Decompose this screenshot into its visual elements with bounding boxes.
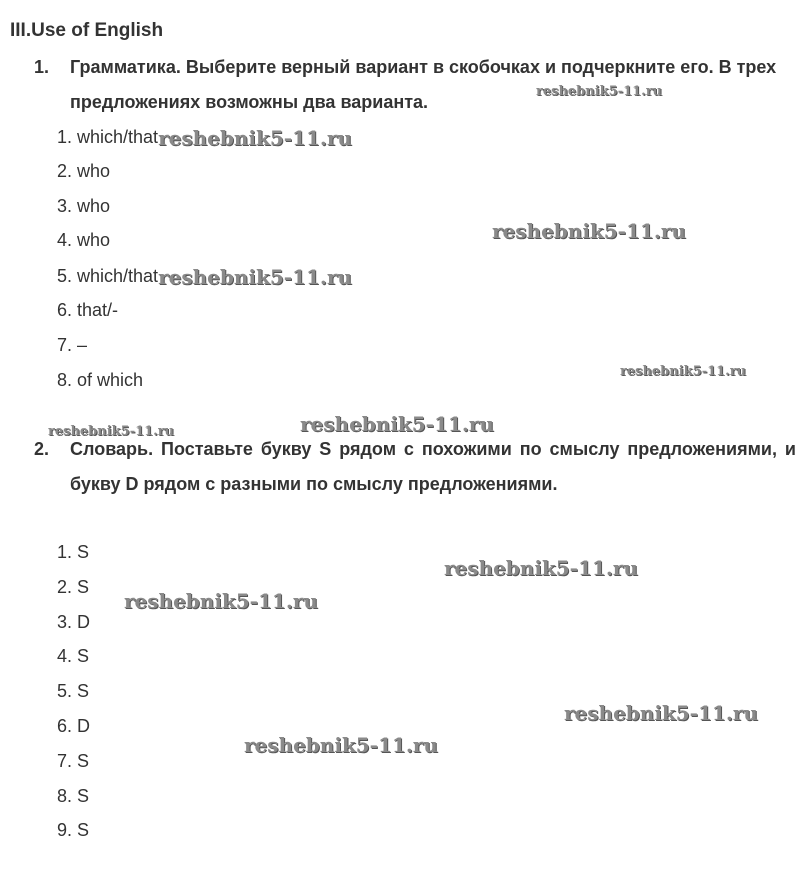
- watermark: reshebnik5-11.ru: [300, 412, 494, 436]
- answer-item: 3. who: [57, 195, 111, 216]
- answer-item: 2. S: [57, 576, 90, 597]
- watermark: reshebnik5-11.ru: [158, 265, 352, 290]
- watermark: reshebnik5-11.ru: [492, 219, 686, 243]
- answer-item: 9. S: [57, 820, 90, 841]
- task-1-number: 1.: [34, 57, 50, 77]
- answer-item: 1. which/thatreshebnik5-11.ru: [57, 126, 352, 150]
- answer-item: 8. S: [57, 785, 90, 806]
- answer-item: 3. D: [57, 611, 91, 632]
- answer-item: 4. who: [57, 230, 111, 251]
- watermark: reshebnik5-11.ru: [444, 556, 638, 580]
- answer-item: 6. that/-: [57, 299, 119, 320]
- section-title: III.Use of English: [10, 20, 164, 41]
- answer-item: 1. S: [57, 542, 90, 562]
- watermark: reshebnik5-11.ru: [124, 589, 318, 613]
- watermark: reshebnik5-11.ru: [620, 364, 747, 379]
- task-1: [34, 50, 796, 120]
- task-2: [34, 432, 796, 502]
- task-1-instructions: Грамматика. Выберите верный вариант в скобочках и подчеркните его. В трех предложениях возможны два варианта.: [70, 57, 777, 112]
- task-2-number: 2.: [34, 439, 50, 459]
- answer-item: 5. S: [57, 681, 90, 702]
- answer-item: 4. S: [57, 646, 90, 667]
- answer-item: 5. which/thatreshebnik5-11.ru: [57, 265, 352, 290]
- answer-item: 7. S: [57, 750, 90, 771]
- watermark: reshebnik5-11.ru: [564, 701, 758, 725]
- answer-item: 2. who: [57, 160, 111, 181]
- watermark: reshebnik5-11.ru: [244, 733, 438, 757]
- watermark: reshebnik5-11.ru: [536, 84, 663, 99]
- answer-item: 8. of which: [57, 369, 144, 390]
- task-2-instructions: Словарь. Поставьте букву S рядом с похожими по смыслу предложениями, и букву D рядом с разными по смыслу предложениями.: [70, 439, 796, 494]
- watermark: reshebnik5-11.ru: [48, 424, 175, 439]
- task-1-answer-list: [57, 119, 352, 397]
- task-2-answer-list: [57, 535, 90, 848]
- watermark: reshebnik5-11.ru: [158, 126, 352, 150]
- answer-item: 7. –: [57, 334, 88, 355]
- answer-item: 6. D: [57, 715, 91, 736]
